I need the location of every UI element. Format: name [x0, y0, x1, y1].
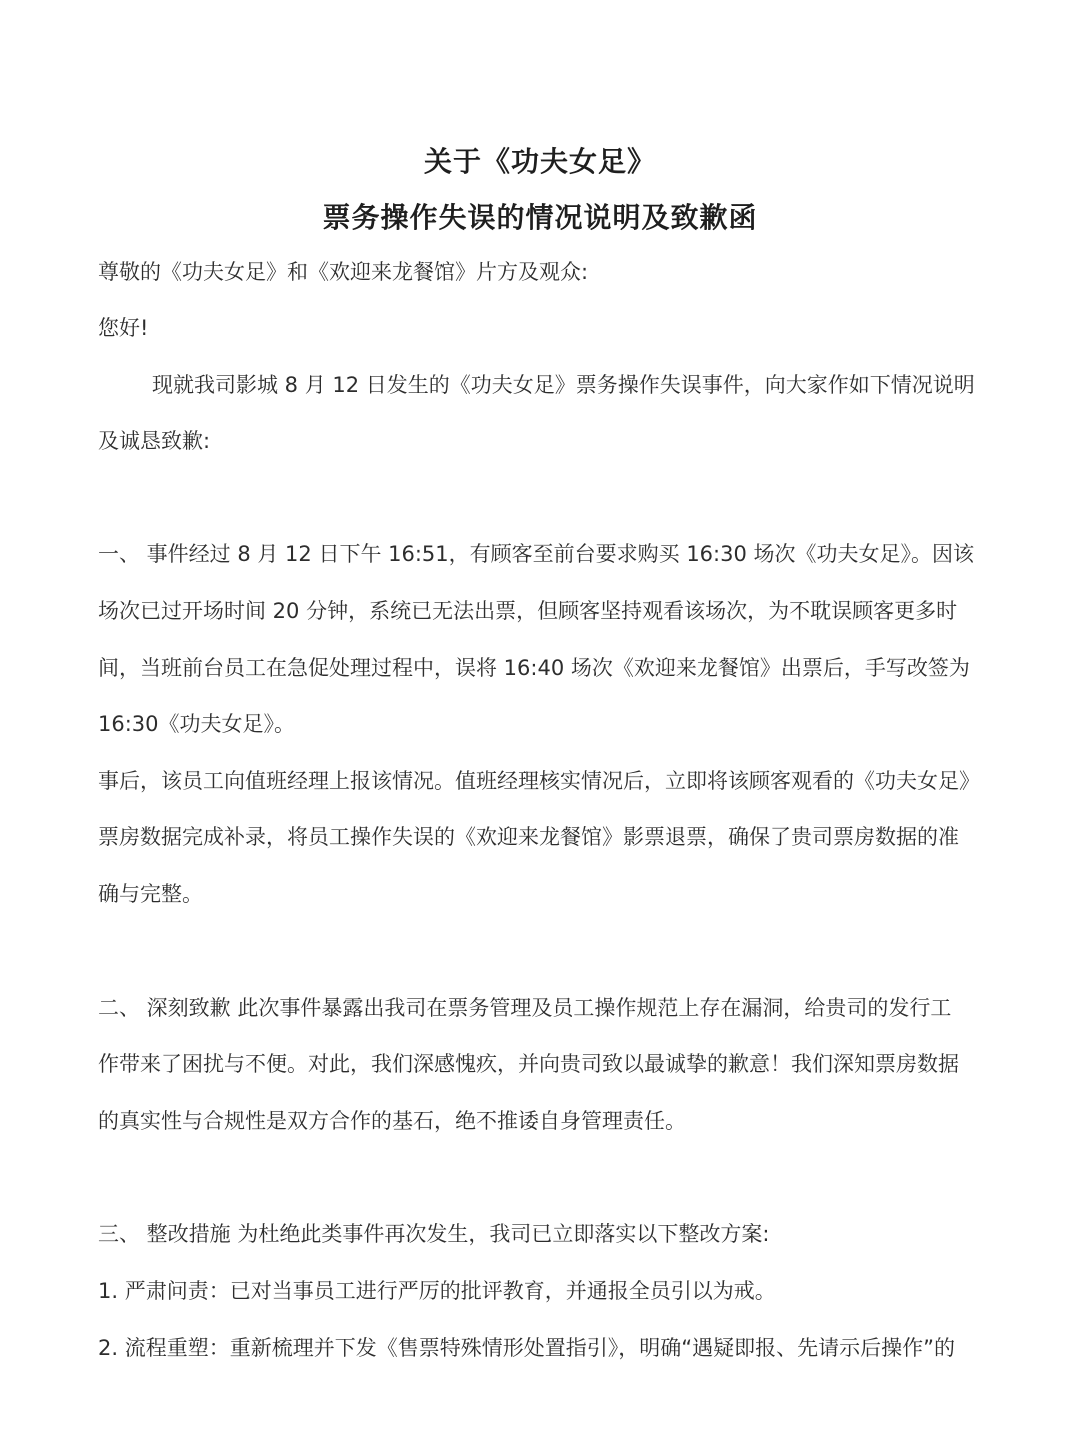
section3-list-item: 2. 流程重塑：重新梳理并下发《售票特殊情形处置指引》，明确“遇疑即报、先请示后操作”的	[98, 1336, 955, 1360]
section2-line: 的真实性与合规性是双方合作的基石，绝不推诿自身管理责任。	[98, 1109, 686, 1133]
section1-line: 一、 事件经过 8 月 12 日下午 16:51，有顾客至前台要求购买 16:30 场次《功夫女足》。因该	[98, 542, 975, 566]
section1-line: 确与完整。	[98, 882, 203, 906]
intro-line: 及诚恳致歉:	[98, 429, 211, 453]
section1-line: 票房数据完成补录，将员工操作失误的《欢迎来龙餐馆》影票退票，确保了贵司票房数据的准	[98, 825, 959, 849]
intro-line: 现就我司影城 8 月 12 日发生的《功夫女足》票务操作失误事件，向大家作如下情况说明	[152, 373, 975, 397]
section1-line: 间，当班前台员工在急促处理过程中，误将 16:40 场次《欢迎来龙餐馆》出票后，手写改签为	[98, 656, 970, 680]
document-title: 关于《功夫女足》	[423, 145, 656, 178]
section2-line: 作带来了困扰与不便。对此，我们深感愧疚，并向贵司致以最诚挚的歉意！我们深知票房数据	[98, 1052, 959, 1076]
section3-line: 三、 整改措施 为杜绝此类事件再次发生，我司已立即落实以下整改方案:	[98, 1222, 770, 1246]
section1-line: 场次已过开场时间 20 分钟，系统已无法出票，但顾客坚持观看该场次，为不耽误顾客更多时	[98, 599, 958, 623]
greeting: 您好!	[98, 316, 149, 340]
section2-line: 二、 深刻致歉 此次事件暴露出我司在票务管理及员工操作规范上存在漏洞，给贵司的发行工	[98, 996, 952, 1020]
document-subtitle: 票务操作失误的情况说明及致歉函	[322, 201, 758, 234]
section1-line: 16:30《功夫女足》。	[98, 712, 296, 736]
salutation: 尊敬的《功夫女足》和《欢迎来龙餐馆》片方及观众:	[98, 260, 589, 284]
section1-line: 事后，该员工向值班经理上报该情况。值班经理核实情况后，立即将该顾客观看的《功夫女足》	[98, 769, 980, 793]
section3-list-item: 1. 严肃问责：已对当事员工进行严厉的批评教育，并通报全员引以为戒。	[98, 1279, 776, 1303]
